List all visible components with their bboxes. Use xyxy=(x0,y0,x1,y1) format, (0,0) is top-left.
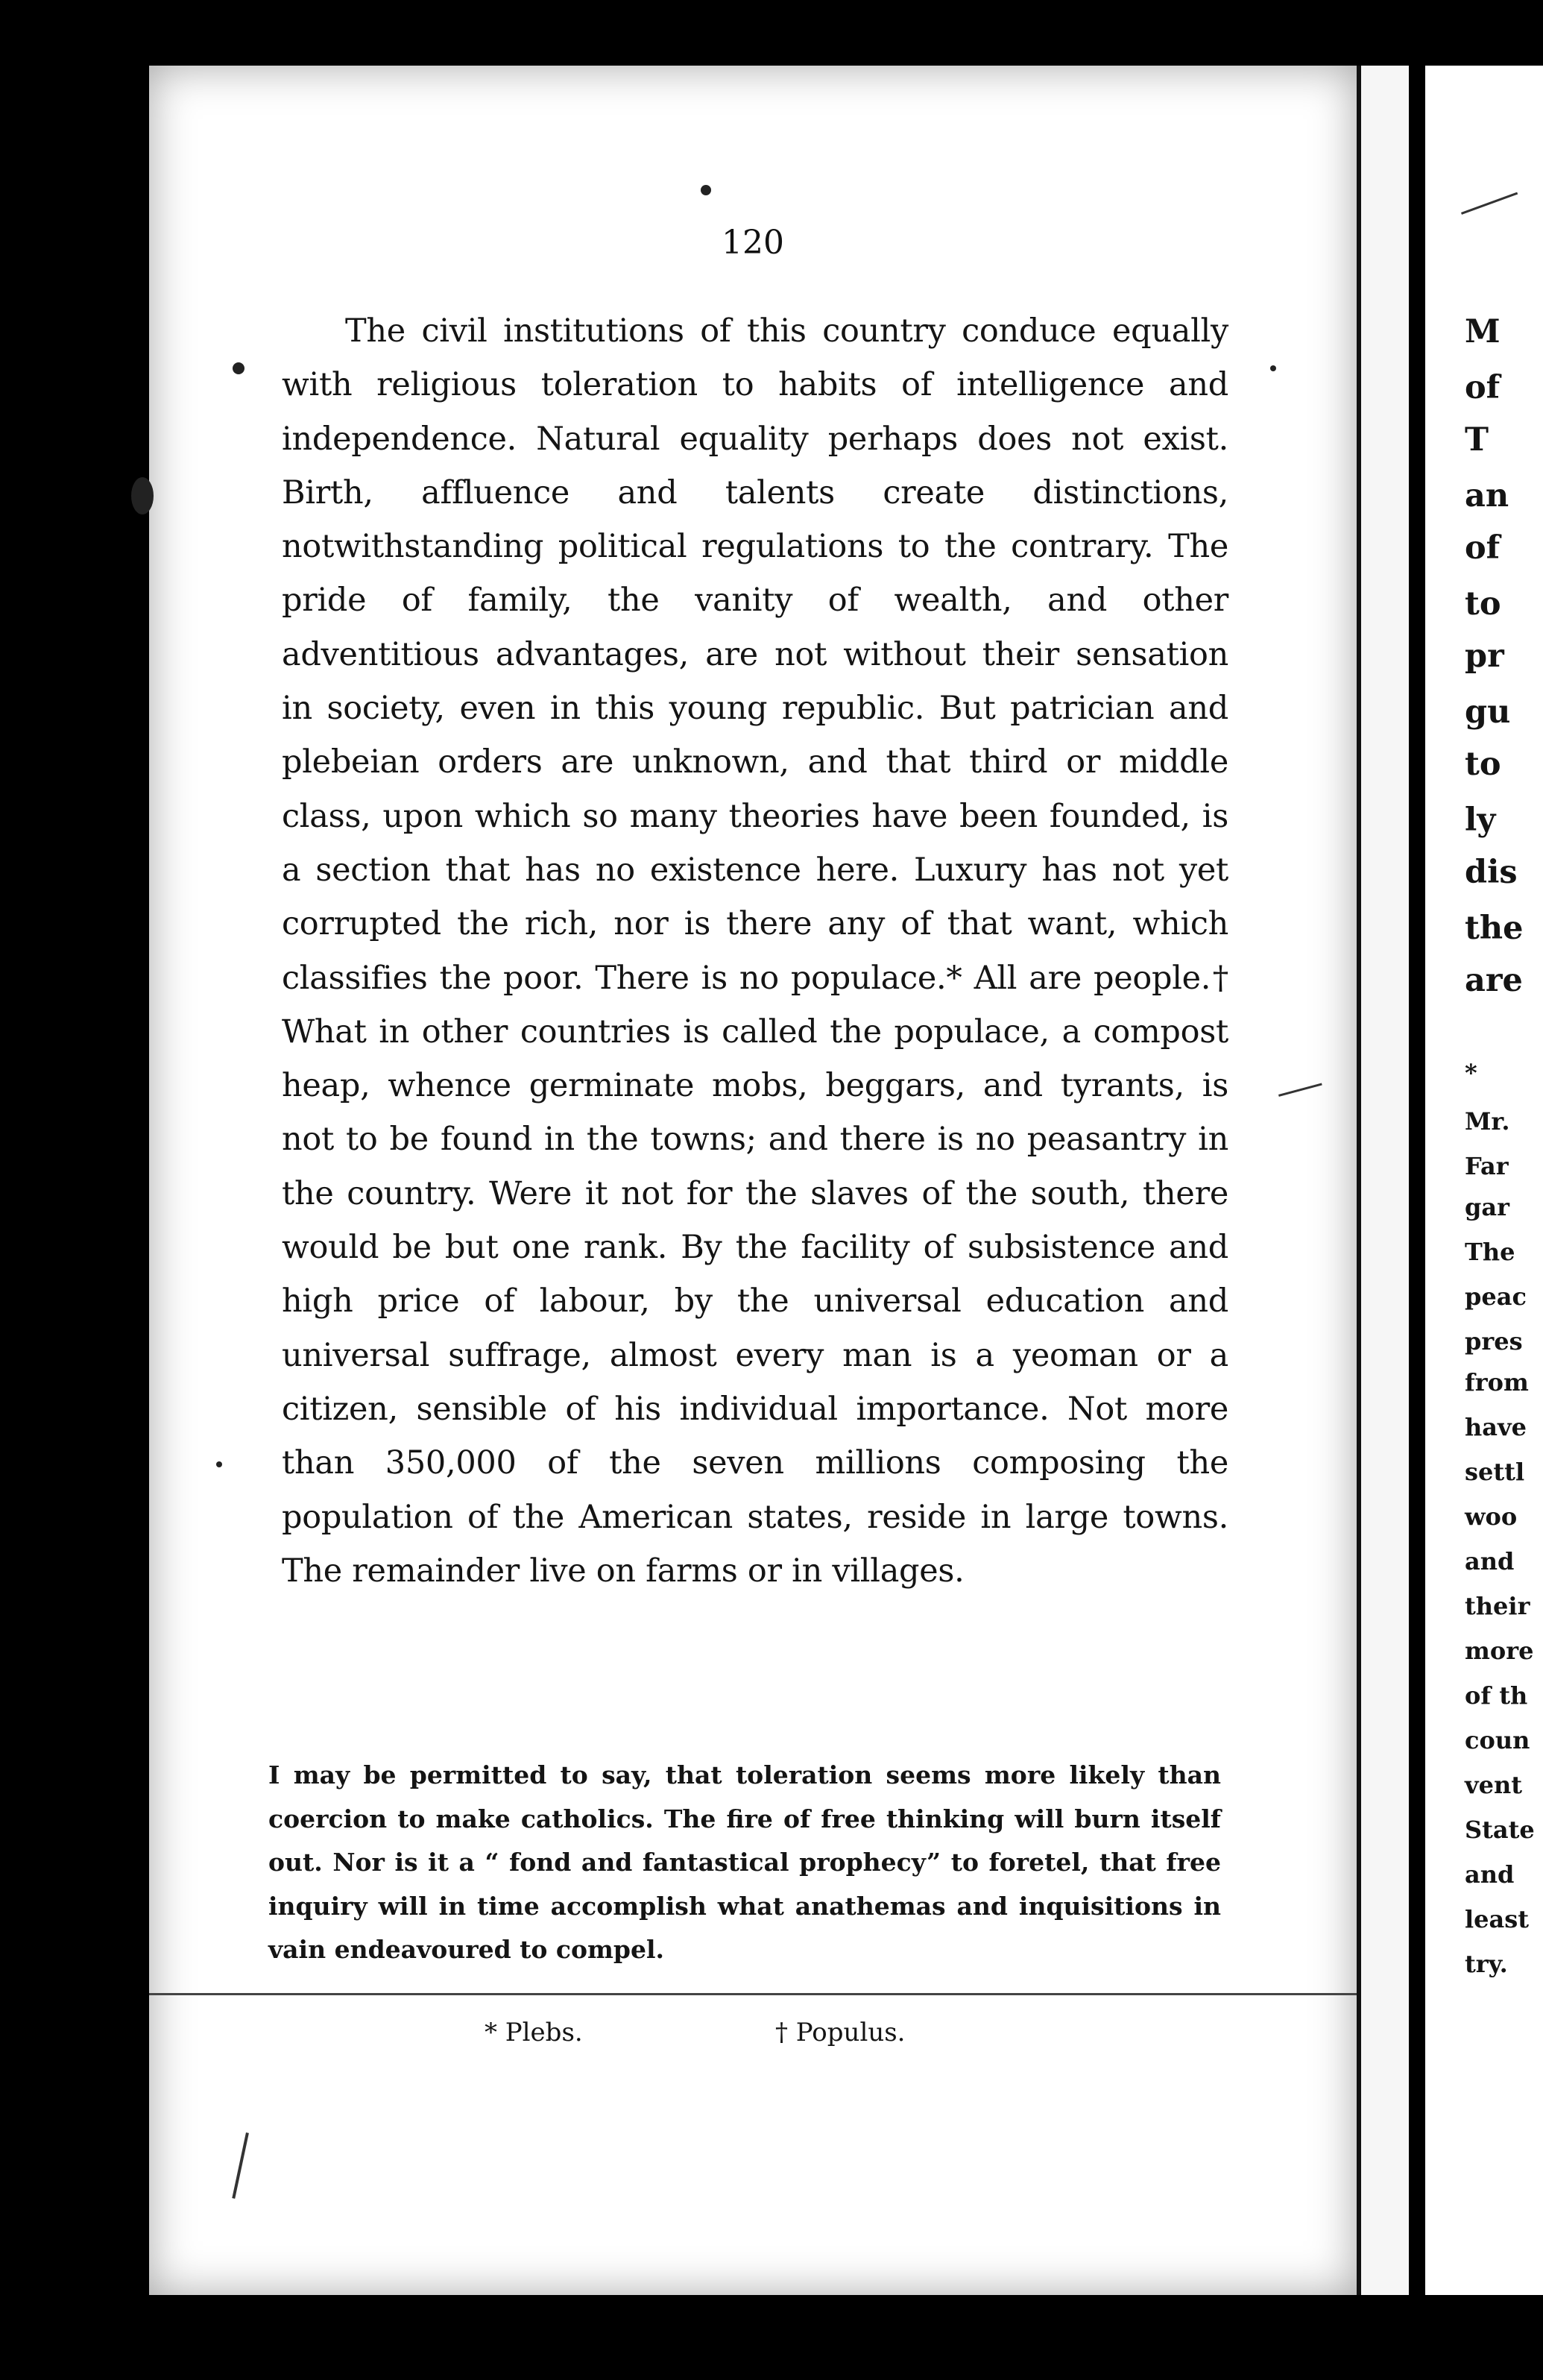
facing-note-line: more xyxy=(1465,1637,1534,1665)
scan-speck xyxy=(701,185,711,195)
facing-line: M xyxy=(1465,313,1501,350)
body-paragraph: The civil institutions of this country conduce equally with religious toleration to habits of intelligence and independence. Natural equality perhaps does not exist. Birth, affluence and talents create distinctions, notwithstanding political regulations to the contrary. The pride of family, the vanity of wealth, and other adventitious advantages, are not without their sensation in society, even in this young republic. But patrician and plebeian orders are unknown, and that third or middle class, upon which so many theories have been founded, is a section that has no existence here. Luxury has not yet corrupted the rich, nor is there any of that want, which classifies the poor. There is no populace.* All are people.† What in other countries is called the populace, a compost heap, whence germinate mobs, beggars, and tyrants, is not to be found in the towns; and there is no peasantry in the country. Were it not for the slaves of the south, there would be but one rank. By the facility of subsistence and high price of labour, by the universal education and universal suffrage, almost every man is a yeoman or a citizen, sensible of his individual importance. Not more than 350,000 of the seven millions composing the population of the American states, reside in large towns. The remainder live on farms or in villages. xyxy=(282,312,1228,1590)
facing-note-line: gar xyxy=(1465,1193,1509,1221)
facing-note-line: pres xyxy=(1465,1327,1523,1356)
facing-note-line: and xyxy=(1465,1547,1515,1575)
facing-line: are xyxy=(1465,962,1523,999)
scan-speck xyxy=(216,1461,222,1467)
facing-note-line: from xyxy=(1465,1368,1529,1397)
facing-note-line: and xyxy=(1465,1860,1515,1889)
page-number: 120 xyxy=(722,224,784,262)
facing-note-line: of th xyxy=(1465,1681,1528,1710)
scan-speck xyxy=(1270,365,1276,371)
facing-note-line: vent xyxy=(1465,1771,1522,1799)
facing-note-line: coun xyxy=(1465,1726,1530,1754)
facing-note-line: The xyxy=(1465,1238,1515,1266)
facing-note-line: peac xyxy=(1465,1282,1527,1311)
continued-footnote: I may be permitted to say, that toleration seems more likely than coercion to make catholics. The fire of free thinking will burn itself out. Nor is it a “ fond and fantastical prophecy” to foretel, that free inquiry will in time accomplish what anathemas and inquisitions in vain endeavoured to compel. xyxy=(268,1760,1221,1964)
facing-note-line: have xyxy=(1465,1413,1527,1441)
footnote-populus: † Populus. xyxy=(775,2018,906,2047)
facing-note-line: their xyxy=(1465,1592,1530,1620)
facing-note-line: settl xyxy=(1465,1458,1525,1486)
facing-note-line: Far xyxy=(1465,1152,1509,1180)
facing-line: to xyxy=(1465,746,1501,783)
facing-line: of xyxy=(1465,529,1501,567)
scan-speck xyxy=(131,477,154,514)
facing-note-line: * xyxy=(1465,1059,1477,1087)
facing-line: dis xyxy=(1465,854,1518,891)
facing-note-line: least xyxy=(1465,1905,1530,1933)
facing-note-line: State xyxy=(1465,1816,1535,1844)
footnote-rule xyxy=(149,1993,1357,1995)
footnote-plebs: * Plebs. xyxy=(485,2018,583,2047)
facing-note-line: Mr. xyxy=(1465,1107,1510,1136)
facing-note-line: woo xyxy=(1465,1502,1518,1531)
facing-line: pr xyxy=(1465,638,1504,675)
facing-line: gu xyxy=(1465,693,1511,731)
facing-line: the xyxy=(1465,910,1524,947)
facing-note-line: try. xyxy=(1465,1950,1508,1978)
book-gutter xyxy=(1357,66,1413,2295)
facing-line: T xyxy=(1465,421,1489,459)
facing-line: an xyxy=(1465,477,1509,514)
facing-line: to xyxy=(1465,585,1501,623)
facing-line: of xyxy=(1465,369,1501,406)
scan-speck xyxy=(233,362,244,374)
facing-line: ly xyxy=(1465,802,1496,839)
